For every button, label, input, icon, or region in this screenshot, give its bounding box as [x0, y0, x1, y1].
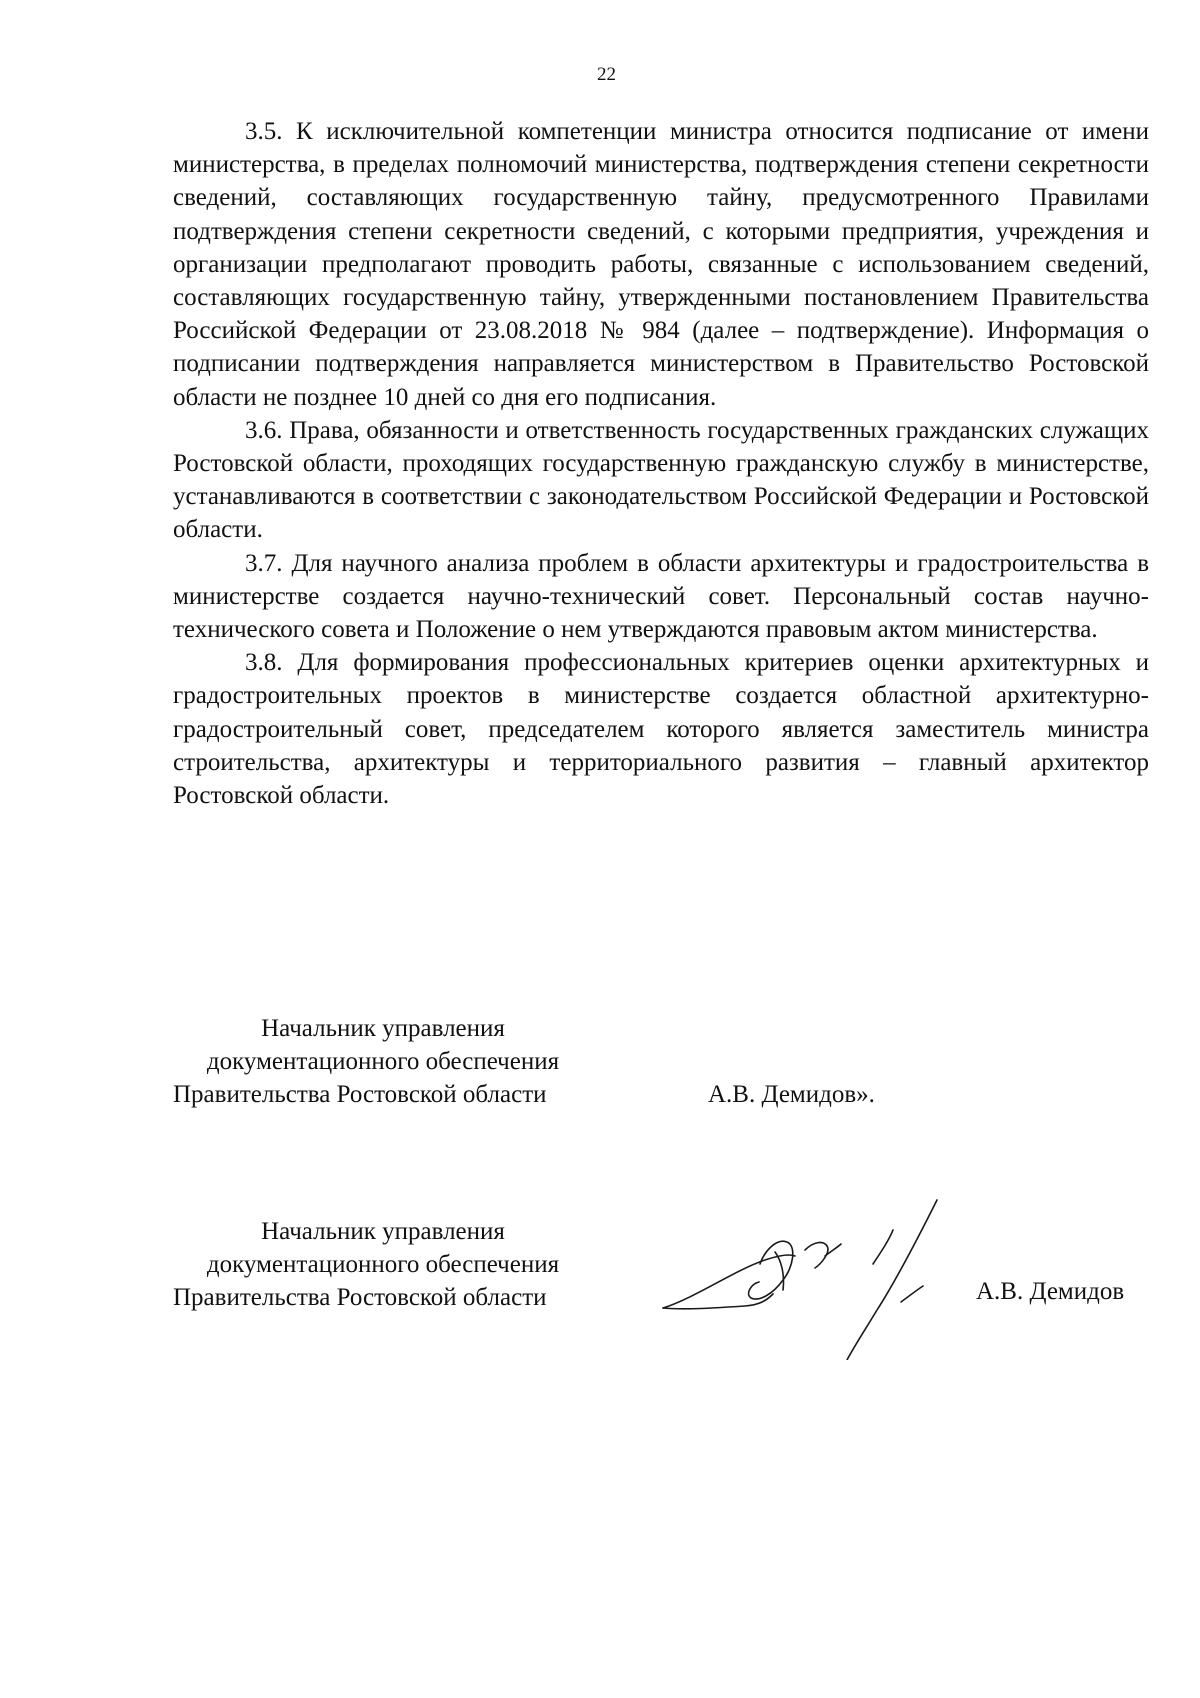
signer-position-line-1: Начальник управления	[261, 1015, 505, 1042]
paragraph-3-6: 3.6. Права, обязанности и ответственность государственных гражданских служащих Ростовской области, проходящих государственную гражданскую службу в министерстве, устанавливаются в соответствии с законодательством Российской Федерации и Ростовской области.	[173, 416, 1149, 544]
signer-name-2: А.В. Демидов	[976, 1278, 1125, 1305]
signer-position-line-3: Правительства Ростовской области	[173, 1081, 547, 1108]
signer-position-line-2: документационного обеспечения	[206, 1048, 560, 1075]
paragraph-3-7: 3.7. Для научного анализа проблем в области архитектуры и градостроительства в министерстве создается научно-технический совет. Персональный состав научно-технического совета и Положение о нем утверждаются правовым актом министерства.	[173, 549, 1149, 644]
page-number: 22	[597, 64, 616, 85]
handwritten-signature	[655, 1190, 955, 1360]
paragraph-3-5: 3.5. К исключительной компетенции министра относится подписание от имени министерства, в пределах полномочий министерства, подтверждения степени секретности сведений, составляющих государственную тайну, предусмотренного Правилами подтверждения степени секретности сведений, с которыми предприятия, учреждения и организации предполагают проводить работы, связанные с использованием сведений, составляющих государственную тайну, утвержденными постановлением Правительства Российской Федерации от 23.08.2018 № 984 (далее – подтверждение). Информация о подписании подтверждения направляется министерством в Правительство Ростовской области не позднее 10 дней со дня его подписания.	[173, 118, 1149, 411]
signer-position-line-2: документационного обеспечения	[206, 1251, 560, 1278]
paragraph-3-8: 3.8. Для формирования профессиональных критериев оценки архитектурных и градостроительных проектов в министерстве создается областной архитектурно-градостроительный совет, председателем которого является заместитель министра строительства, архитектуры и территориального развития – главный архитектор Ростовской области.	[173, 649, 1149, 810]
signer-position-line-3: Правительства Ростовской области	[173, 1284, 547, 1311]
signer-name-1: А.В. Демидов».	[708, 1081, 875, 1108]
document-body	[173, 115, 1149, 812]
signature-block-1	[173, 1012, 593, 1111]
signature-block-2	[173, 1215, 593, 1314]
signer-position-line-1: Начальник управления	[261, 1218, 505, 1245]
